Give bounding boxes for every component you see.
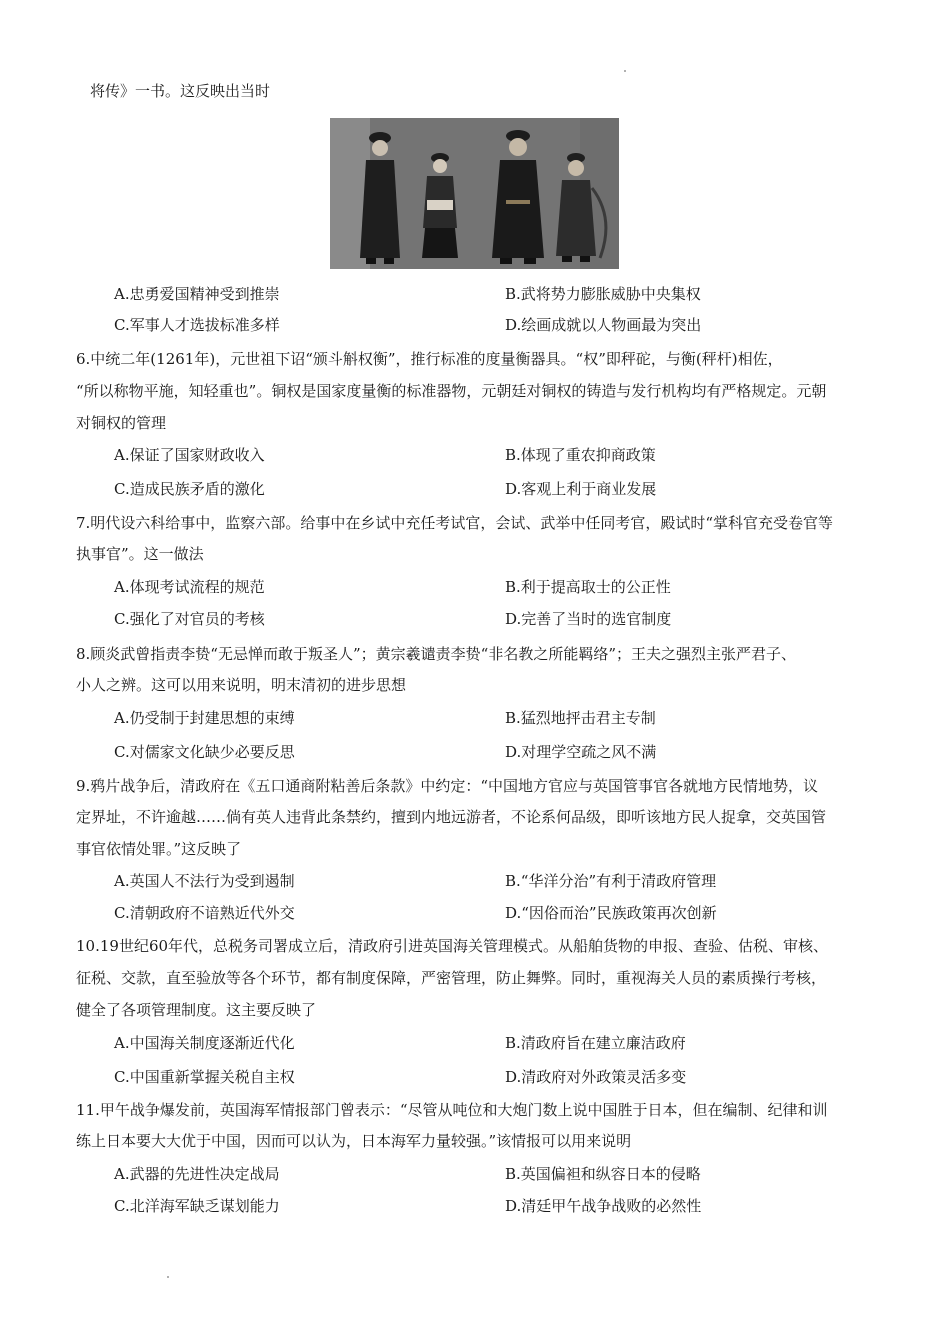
q7-stem-line-2: 执事官”。这一做法 bbox=[76, 545, 204, 563]
q9-option-a: A.英国人不法行为受到遏制 bbox=[114, 872, 295, 890]
q8-option-c: C.对儒家文化缺少必要反思 bbox=[114, 743, 295, 761]
q6-option-c: C.造成民族矛盾的激化 bbox=[114, 480, 265, 498]
q10-stem-line-1: 10.19世纪60年代，总税务司署成立后，清政府引进英国海关管理模式。从船舶货物的申报、查验、估税、审核、 bbox=[76, 937, 829, 955]
q10-option-b: B.清政府旨在建立廉洁政府 bbox=[505, 1034, 686, 1052]
q8-option-b: B.猛烈地抨击君主专制 bbox=[505, 709, 656, 727]
q9-stem-line-1: 9.鸦片战争后，清政府在《五口通商附粘善后条款》中约定：“中国地方官应与英国管事官各就地方民情地势，议 bbox=[76, 777, 818, 795]
q7-option-d: D.完善了当时的选官制度 bbox=[505, 610, 672, 628]
q8-option-a: A.仍受制于封建思想的束缚 bbox=[114, 709, 295, 727]
q10-option-c: C.中国重新掌握关税自主权 bbox=[114, 1068, 295, 1086]
q8-stem-line-1: 8.顾炎武曾指责李贽“无忌惮而敢于叛圣人”；黄宗羲谴责李贽“非名教之所能羁络”；王夫之强烈主张严君子、 bbox=[76, 645, 796, 663]
q5-option-c: C.军事人才选拔标准多样 bbox=[114, 316, 280, 334]
q8-option-d: D.对理学空疏之风不满 bbox=[505, 743, 657, 761]
q9-stem-line-3: 事官依情处罪。”这反映了 bbox=[76, 840, 242, 858]
q9-option-c: C.清朝政府不谙熟近代外交 bbox=[114, 904, 295, 922]
q11-option-b: B.英国偏袒和纵容日本的侵略 bbox=[505, 1165, 701, 1183]
q10-option-a: A.中国海关制度逐渐近代化 bbox=[114, 1034, 295, 1052]
q5-option-d: D.绘画成就以人物画最为突出 bbox=[505, 316, 702, 334]
q6-stem-line-1: 6.中统二年(1261年)，元世祖下诏“颁斗斛权衡”，推行标准的度量衡器具。“权”即秤砣，与衡(秤杆)相佐， bbox=[76, 350, 783, 368]
q8-stem-line-2: 小人之辨。这可以用来说明，明末清初的进步思想 bbox=[76, 676, 407, 694]
painting-image bbox=[330, 118, 619, 269]
q5-option-b: B.武将势力膨胀威胁中央集权 bbox=[505, 285, 701, 303]
q11-option-c: C.北洋海军缺乏谋划能力 bbox=[114, 1197, 280, 1215]
q11-option-d: D.清廷甲午战争战败的必然性 bbox=[505, 1197, 702, 1215]
q10-option-d: D.清政府对外政策灵活多变 bbox=[505, 1068, 687, 1086]
q10-stem-line-2: 征税、交款，直至验放等各个环节，都有制度保障，严密管理，防止舞弊。同时，重视海关人员的素质操行考核， bbox=[76, 969, 827, 987]
q9-stem-line-2: 定界址，不许逾越……倘有英人违背此条禁约，擅到内地远游者，不论系何品级，即听该地方民人捉拿，交英国管 bbox=[76, 808, 827, 826]
q5-stem-tail: 将传》一书。这反映出当时 bbox=[90, 82, 271, 100]
q10-stem-line-3: 健全了各项管理制度。这主要反映了 bbox=[76, 1001, 317, 1019]
q6-option-d: D.客观上利于商业发展 bbox=[505, 480, 657, 498]
q6-option-a: A.保证了国家财政收入 bbox=[114, 446, 265, 464]
q9-option-d: D.“因俗而治”民族政策再次创新 bbox=[505, 904, 717, 922]
q11-option-a: A.武器的先进性决定战局 bbox=[114, 1165, 280, 1183]
q7-option-b: B.利于提高取士的公正性 bbox=[505, 578, 671, 596]
q11-stem-line-1: 11.甲午战争爆发前，英国海军情报部门曾表示：“尽管从吨位和大炮门数上说中国胜于日本，但在编制、纪律和训 bbox=[76, 1101, 828, 1119]
painting-figures bbox=[330, 118, 619, 269]
q5-option-a: A.忠勇爱国精神受到推崇 bbox=[114, 285, 280, 303]
scan-speck bbox=[167, 1276, 169, 1278]
q7-option-a: A.体现考试流程的规范 bbox=[114, 578, 265, 596]
q6-stem-line-2: “所以称物平施，知轻重也”。铜权是国家度量衡的标准器物，元朝廷对铜权的铸造与发行机构均有严格规定。元朝 bbox=[76, 382, 827, 400]
scan-speck bbox=[624, 70, 626, 72]
q6-option-b: B.体现了重农抑商政策 bbox=[505, 446, 656, 464]
q11-stem-line-2: 练上日本要大大优于中国，因而可以认为，日本海军力量较强。”该情报可以用来说明 bbox=[76, 1132, 632, 1150]
q7-option-c: C.强化了对官员的考核 bbox=[114, 610, 265, 628]
q7-stem-line-1: 7.明代设六科给事中，监察六部。给事中在乡试中充任考试官，会试、武举中任同考官，殿试时“掌科官充受卷官等 bbox=[76, 514, 833, 532]
q9-option-b: B.“华洋分治”有利于清政府管理 bbox=[505, 872, 717, 890]
q6-stem-line-3: 对铜权的管理 bbox=[76, 414, 167, 432]
